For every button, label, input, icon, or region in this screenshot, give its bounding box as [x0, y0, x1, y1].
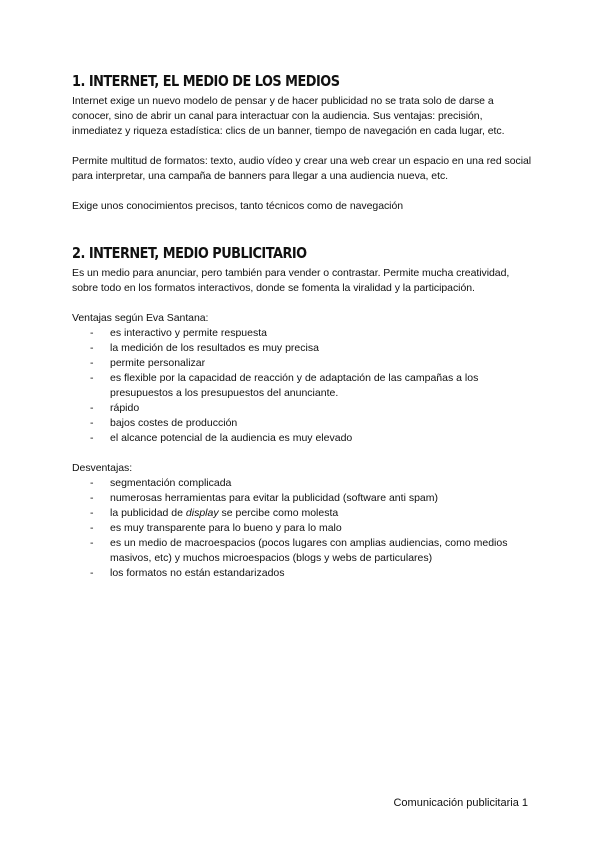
section1-paragraph-3: Exige unos conocimientos precisos, tanto técnicos como de navegación	[72, 200, 404, 212]
advantage-item: - bajos costes de producción	[72, 416, 532, 431]
disadvantage-item	[72, 506, 532, 521]
section1-heading: 1. INTERNET, EL MEDIO DE LOS MEDIOS	[72, 72, 340, 90]
advantage-item: - la medición de los resultados es muy precisa	[72, 341, 532, 356]
advantage-item: - es interactivo y permite respuesta	[72, 326, 532, 341]
disadvantage-item: - es muy transparente para lo bueno y para lo malo	[72, 521, 532, 536]
advantages-list	[72, 326, 532, 446]
document-page	[72, 70, 532, 581]
advantages-label: Ventajas según Eva Santana:	[72, 312, 209, 324]
disadvantage-item: - segmentación complicada	[72, 476, 532, 491]
page-footer: Comunicación publicitaria 1	[393, 797, 528, 809]
disadvantage-item: - los formatos no están estandarizados	[72, 566, 532, 581]
disadvantage-item: - es un medio de macroespacios (pocos lugares con amplias audiencias, como medios masivos, etc) y muchos microespacios (blogs y webs de particulares)	[72, 536, 532, 566]
section2-heading: 2. INTERNET, MEDIO PUBLICITARIO	[72, 244, 307, 262]
disadvantage-emphasis: display	[185, 507, 219, 519]
advantage-item: - es flexible por la capacidad de reacción y de adaptación de las campañas a los presupuestos a los presupuestos del anunciante.	[72, 371, 532, 401]
advantage-item: - el alcance potencial de la audiencia es muy elevado	[72, 431, 532, 446]
section2-intro: Es un medio para anunciar, pero también para vender o contrastar. Permite mucha creatividad, sobre todo en los formatos interactivos, donde se fomenta la viralidad y la participación.	[72, 267, 510, 294]
disadvantages-list	[72, 476, 532, 581]
section1-paragraph-2: Permite multitud de formatos: texto, audio vídeo y crear una web crear un espacio en una red social para interpretar, una campaña de banners para llegar a una audiencia nueva, etc.	[72, 155, 532, 182]
disadvantages-label: Desventajas:	[72, 462, 133, 474]
disadvantage-text-after: se percibe como molesta	[218, 507, 339, 519]
advantage-item: - permite personalizar	[72, 356, 532, 371]
advantage-item: - rápido	[72, 401, 532, 416]
disadvantage-item: - numerosas herramientas para evitar la publicidad (software anti spam)	[72, 491, 532, 506]
disadvantage-text-before: la publicidad de	[110, 507, 186, 519]
section1-paragraph-1: Internet exige un nuevo modelo de pensar y de hacer publicidad no se trata solo de darse a conocer, sino de abrir un canal para interactuar con la audiencia. Sus ventajas: precisión, inmediatez y riqueza estadística: clics de un banner, tiempo de navegación en cada lugar, etc.	[72, 95, 505, 137]
